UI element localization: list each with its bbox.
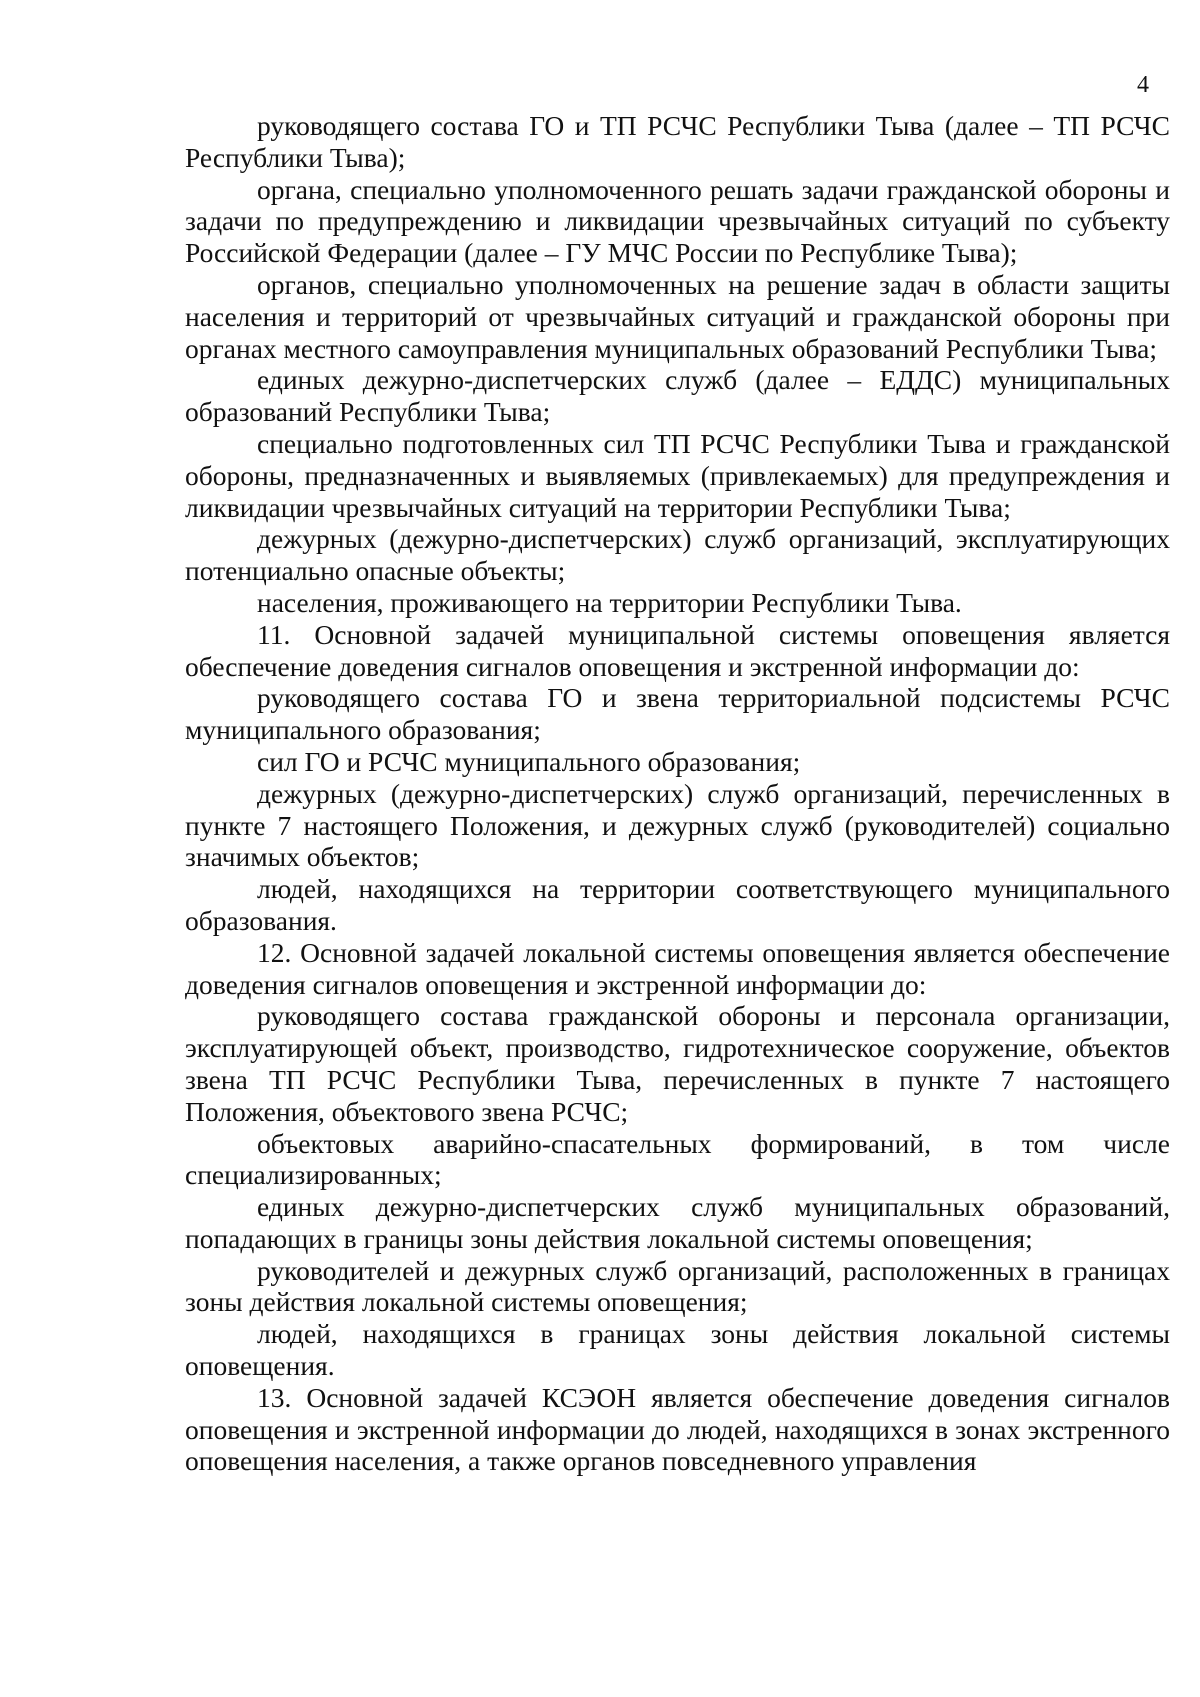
paragraph: руководителей и дежурных служб организаций, расположенных в границах зоны действия локальной системы оповещения; [185,1254,1170,1318]
page-number: 4 [1137,72,1149,98]
paragraph: людей, находящихся на территории соответствующего муниципального образования. [185,873,1170,936]
paragraph: сил ГО и РСЧС муниципального образования; [257,745,801,777]
paragraph: единых дежурно-диспетчерских служб (далее – ЕДДС) муниципальных образований Республики Тыва; [185,364,1170,428]
paragraph: дежурных (дежурно-диспетчерских) служб организаций, эксплуатирующих потенциально опасные объекты; [185,523,1170,587]
paragraph: населения, проживающего на территории Республики Тыва. [257,586,962,618]
paragraph: руководящего состава гражданской обороны и персонала организации, эксплуатирующей объект, производство, гидротехническое сооружение, объектов звена ТП РСЧС Республики Тыва, перечисленных в пункте 7 настоящего Положения, объектового звена РСЧС; [185,1000,1170,1127]
paragraph: 12. Основной задачей локальной системы оповещения является обеспечение доведения сигналов оповещения и экстренной информации до: [185,936,1170,1000]
paragraph: объектовых аварийно-спасательных формирований, в том числе специализированных; [185,1127,1170,1191]
paragraph: единых дежурно-диспетчерских служб муниципальных образований, попадающих в границы зоны действия локальной системы оповещения; [185,1191,1170,1254]
paragraph: людей, находящихся в границах зоны действия локальной системы оповещения. [185,1318,1170,1382]
paragraph: руководящего состава ГО и звена территориальной подсистемы РСЧС муниципального образования; [185,682,1170,746]
paragraph: органа, специально уполномоченного решать задачи гражданской обороны и задачи по предупреждению и ликвидации чрезвычайных ситуаций по субъекту Российской Федерации (далее – ГУ МЧС России по Республике Тыва); [185,173,1170,269]
paragraph: органов, специально уполномоченных на решение задач в области защиты населения и территорий от чрезвычайных ситуаций и гражданской обороны при органах местного самоуправления муниципальных образований Республики Тыва; [185,268,1170,364]
paragraph: 11. Основной задачей муниципальной системы оповещения является обеспечение доведения сигналов оповещения и экстренной информации до: [185,618,1170,682]
document-body [185,110,1170,1477]
paragraph: специально подготовленных сил ТП РСЧС Республики Тыва и гражданской обороны, предназначенных и выявляемых (привлекаемых) для предупреждения и ликвидации чрезвычайных ситуаций на территории Республики Тыва; [185,427,1170,523]
paragraph: 13. Основной задачей КСЭОН является обеспечение доведения сигналов оповещения и экстренной информации до людей, находящихся в зонах экстренного оповещения населения, а также органов повседневного управления [185,1381,1170,1477]
paragraph: руководящего состава ГО и ТП РСЧС Республики Тыва (далее – ТП РСЧС Республики Тыва); [185,110,1170,173]
paragraph: дежурных (дежурно-диспетчерских) служб организаций, перечисленных в пункте 7 настоящего Положения, и дежурных служб (руководителей) социально значимых объектов; [185,777,1170,873]
